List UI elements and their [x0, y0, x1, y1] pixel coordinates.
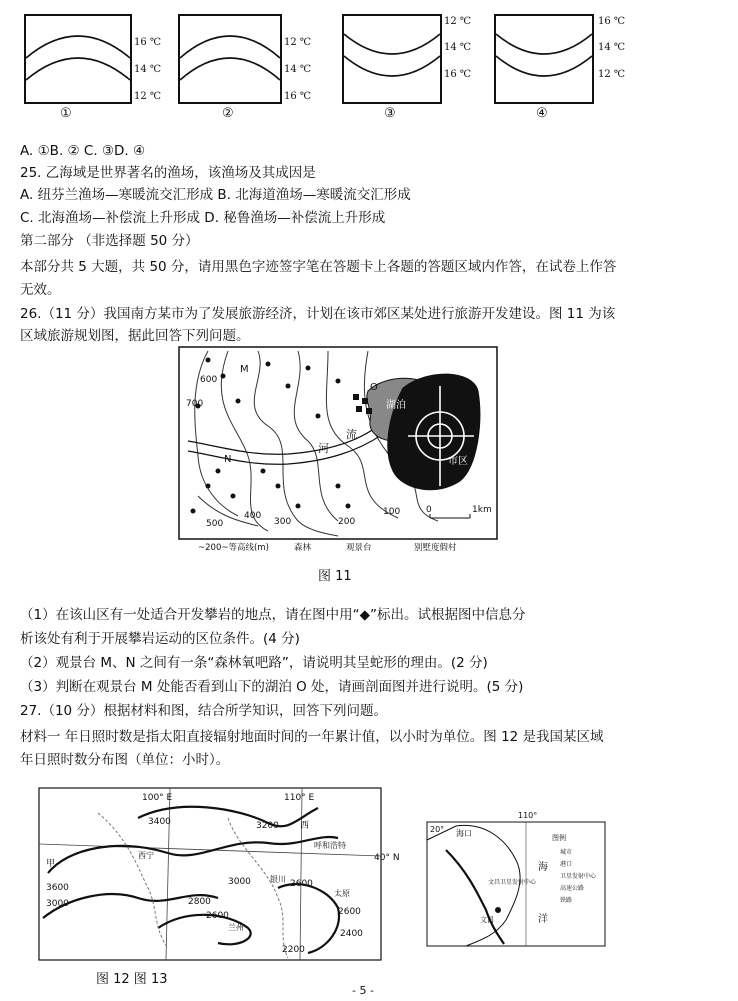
diagram-caption: ③ [384, 106, 396, 121]
isotherm-curves [496, 16, 592, 102]
place-label: 海口 [456, 829, 472, 838]
q26-stem: 26.（11 分）我国南方某市为了发展旅游经济，计划在该市郊区某处进行旅游开发建设。图 11 为该 [20, 306, 616, 322]
q26-sub1: （1）在该山区有一处适合开发攀岩的地点，请在图中用“◆”标出。试根据图中信息分 [20, 607, 526, 623]
isoline-label: 2600 [206, 911, 229, 921]
isotherm-label: 16 ℃ [134, 37, 162, 48]
contour-label: 100 [383, 507, 401, 517]
diagram-1 [24, 14, 132, 104]
isotherm-label: 12 ℃ [134, 91, 162, 102]
place-label: 银川 [270, 875, 286, 884]
q26-sub3: （3）判断在观景台 M 处能否看到山下的湖泊 O 处，请画剖面图并进行说明。(5 分) [20, 679, 524, 695]
figure-13-map [426, 810, 608, 950]
latitude-label: 20° [430, 825, 445, 834]
contour-label: 400 [244, 511, 262, 521]
q27-material1-cont: 年日照时数分布图（单位：小时）。 [20, 752, 230, 768]
q25-stem: 25. 乙海域是世界著名的渔场，该渔场及其成因是 [20, 165, 316, 181]
place-label: 文昌卫星发射中心 [488, 879, 537, 886]
scale-zero: 0 [426, 505, 432, 515]
isotherm-label: 16 ℃ [444, 69, 472, 80]
river-label: 河 [318, 442, 329, 455]
isoline-label: 3400 [148, 817, 171, 827]
isotherm-label: 16 ℃ [284, 91, 312, 102]
legend-forest: 森林 [294, 543, 312, 553]
isoline-label: 2600 [338, 907, 361, 917]
isotherm-label: 14 ℃ [284, 64, 312, 75]
isoline-label: 3200 [256, 821, 279, 831]
viewpoint-m-label: M [240, 364, 249, 375]
contour-label: 500 [206, 519, 224, 529]
q24-options: A. ①B. ② C. ③D. ④ [20, 143, 146, 159]
place-label: 太原 [334, 889, 350, 898]
isoline-label: 3000 [46, 899, 69, 909]
q26-sub1-cont: 析该处有利于开展攀岩运动的区位条件。(4 分) [20, 631, 300, 647]
q26-stem-cont: 区域旅游规划图，据此回答下列问题。 [20, 328, 250, 344]
place-label: 西宁 [138, 851, 154, 860]
longitude-label: 110° [518, 811, 538, 820]
isotherm-label: 12 ℃ [444, 16, 472, 27]
legend-item: 高速公路 [560, 885, 585, 892]
legend-item: 港口 [560, 861, 573, 868]
diagram-2 [178, 14, 282, 104]
isotherm-curves [26, 16, 130, 102]
q27-stem: 27.（10 分）根据材料和图，结合所学知识，回答下列问题。 [20, 703, 387, 719]
diagram-caption: ② [222, 106, 234, 121]
contour-label: 700 [186, 399, 204, 409]
diagram-4 [494, 14, 594, 104]
isoline-label: 3000 [228, 877, 251, 887]
isotherm-label: 14 ℃ [444, 42, 472, 53]
isotherm-curves [344, 16, 440, 102]
legend-item: 城市 [560, 849, 573, 856]
contour-label: 300 [274, 517, 292, 527]
isoline-label: 2800 [188, 897, 211, 907]
isotherm-label: 14 ℃ [134, 64, 162, 75]
part2-instructions: 本部分共 5 大题，共 50 分，请用黑色字迹签字笔在答题卡上各题的答题区域内作答，在试卷上作答 [20, 259, 617, 275]
isoline-label: 2600 [290, 879, 313, 889]
diagram-3 [342, 14, 442, 104]
place-label: 兰州 [228, 923, 244, 932]
figure-11-caption: 图 11 [318, 569, 352, 584]
q25-options-cd: C. 北海渔场—补偿流上升形成 D. 秘鲁渔场—补偿流上升形成 [20, 210, 386, 226]
isoline-label: 2400 [340, 929, 363, 939]
q25-options-ab: A. 纽芬兰渔场—寒暖流交汇形成 B. 北海道渔场—寒暖流交汇形成 [20, 187, 411, 203]
sea-label: 海 [538, 862, 548, 873]
figure-12-13-caption: 图 12 图 13 [96, 972, 168, 987]
diagram-caption: ① [60, 106, 72, 121]
isoline-label: 2200 [282, 945, 305, 955]
legend-contour: ~200~等高线(m) [198, 543, 269, 553]
river-label: 流 [346, 428, 357, 441]
longitude-label: 110° E [284, 793, 315, 803]
isoline-label: 3600 [46, 883, 69, 893]
city-label: 市区 [448, 456, 468, 467]
place-label: 呼和浩特 [314, 841, 346, 850]
isotherm-label: 14 ℃ [598, 42, 626, 53]
lake-o-label: O [370, 382, 378, 393]
part2-title: 第二部分 （非选择题 50 分） [20, 233, 199, 249]
scale-km: 1km [472, 505, 492, 515]
longitude-label: 100° E [142, 793, 173, 803]
viewpoint-n-label: N [224, 454, 232, 465]
legend-title: 图例 [552, 834, 566, 842]
legend-item: 卫星发射中心 [560, 873, 597, 880]
place-label: 甲 [46, 859, 56, 869]
diagram-caption: ④ [536, 106, 548, 121]
isotherm-label: 12 ℃ [598, 69, 626, 80]
isotherm-curves [180, 16, 280, 102]
place-label: 西 [300, 821, 310, 831]
contour-label: 600 [200, 375, 218, 385]
q27-material1: 材料一 年日照时数是指太阳直接辐射地面时间的一年累计值，以小时为单位。图 12 是我国某区域 [20, 729, 604, 745]
part2-instructions-cont: 无效。 [20, 282, 61, 298]
legend-viewpoint: 观景台 [346, 543, 372, 553]
lake-label: 湖泊 [386, 400, 406, 411]
isotherm-label: 12 ℃ [284, 37, 312, 48]
latitude-label: 40° N [374, 853, 400, 863]
figure-12-map [38, 778, 400, 970]
contour-label: 200 [338, 517, 356, 527]
sea-label: 洋 [538, 914, 548, 925]
figure-11-map [178, 346, 498, 554]
legend-villa: 别墅度假村 [414, 543, 457, 553]
q26-sub2: （2）观景台 M、N 之间有一条“森林氧吧路”，请说明其呈蛇形的理由。(2 分) [20, 655, 488, 671]
legend-item: 铁路 [560, 897, 573, 904]
page-number: - 5 - [352, 984, 374, 997]
isotherm-label: 16 ℃ [598, 16, 626, 27]
place-label: 文昌 [480, 916, 494, 924]
